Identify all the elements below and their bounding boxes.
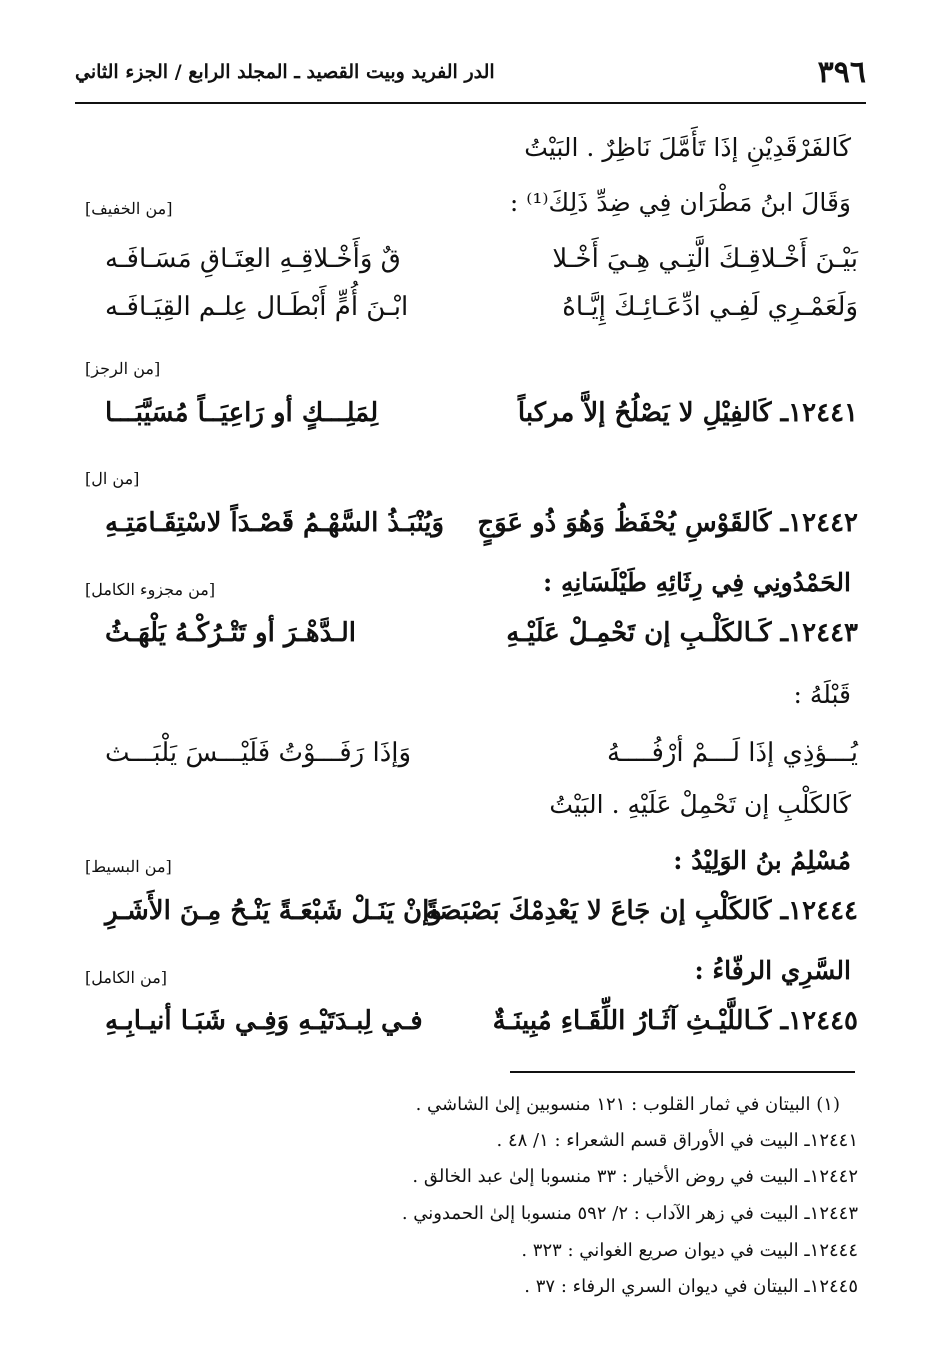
page-header: [75, 55, 866, 95]
verse-line: [105, 738, 858, 782]
verse-line: [105, 896, 858, 940]
first-hemistich: ١٢٤٤٣ـ كَـالكَلْـبِ إن تَحْمِـلْ عَلَيْـهِ: [506, 618, 858, 648]
verse-line: [105, 618, 858, 662]
first-hemistich: ١٢٤٤١ـ كَالفِيْلِ لا يَصْلُحُ إلاَّ مركباً: [517, 398, 858, 428]
second-hemistich: ابْـنَ أُمٍّ أَبْطَـال عِلـم القِيَـافَـه: [105, 292, 409, 322]
footnote: ١٢٤٤٤ـ البيت في ديوان صريع الغواني : ٣٢٣ .: [521, 1240, 858, 1261]
verse-line: [105, 1006, 858, 1050]
meter-label: [من الخفيف]: [85, 199, 173, 218]
page-number: ٣٩٦: [817, 55, 866, 90]
verse-line: [105, 508, 858, 552]
first-hemistich: ١٢٤٤٥ـ كَـاللَّيْـثِ آثَـارُ اللِّقَـاءِ مُبِينَـةٌ: [492, 1006, 858, 1036]
second-hemistich: وَإذَا رَفَـــوْتُ فَلَيْـــسَ يَلْبَـــث: [105, 738, 412, 768]
verse-line: [105, 398, 858, 442]
second-hemistich: الـدَّهْـرَ أو تَتْـرُكْـهُ يَلْهَـثُ: [105, 618, 356, 648]
verse-line: [105, 244, 858, 288]
verse-line: [105, 292, 858, 336]
text-line: كَالفَرْقَدِيْنِ إذَا تَأَمَّلَ نَاظِرٌ . البَيْتُ: [524, 133, 851, 162]
meter-label: [من ال]: [85, 469, 140, 488]
meter-label: [من الكامل]: [85, 968, 168, 987]
first-hemistich: ١٢٤٤٤ـ كَالكَلْبِ إن جَاعَ لا يَعْدِمْكَ بَصْبَصَةً: [425, 896, 858, 926]
first-hemistich: بَيْـنَ أَخْـلاقِـكَ الَّتِـي هِـيَ أَخْـلا: [552, 244, 858, 274]
second-hemistich: وَيُنْبَـذُ السَّهْـمُ قَصْـدَاً لاسْتِقَـامَتِـهِ: [105, 508, 445, 538]
text-line: الحَمْدُونِي فِي رِثَائِهِ طَيْلَسَانِهِ :: [543, 568, 851, 597]
text-line: وَقَالَ ابنُ مَطْرَان فِي ضِدِّ ذَلِكَ⁽¹⁾ :: [509, 188, 851, 217]
second-hemistich: قٌ وَأَخْـلاقِـهِ العِتَـاقِ مَسَـافَـه: [105, 244, 401, 274]
second-hemistich: لِمَلِـــكٍ أو رَاعِيَــاً مُسَيَّبَـــا: [105, 398, 379, 428]
second-hemistich: وإنْ يَنَـلْ شَبْعَـةً يَنْـحُ مِـنَ الأَشَـرِ: [105, 896, 442, 926]
footnote: ١٢٤٤٢ـ البيت في روض الأخيار : ٣٣ منسوبا إلىٰ عبد الخالق .: [412, 1166, 858, 1187]
footnote: (١) البيتان في ثمار القلوب : ١٢١ منسوبين إلىٰ الشاشي .: [415, 1094, 840, 1115]
running-title: الدر الفريد وبيت القصيد ـ المجلد الرابع / الجزء الثاني: [75, 61, 495, 83]
text-line: كَالكَلْبِ إن تَحْمِلْ عَلَيْهِ . البَيْتُ: [549, 790, 851, 819]
second-hemistich: فـي لِبـدَتَيْـهِ وَفِـي شَبَـا أنيـابِـهِ: [105, 1006, 423, 1036]
first-hemistich: ١٢٤٤٢ـ كَالقَوْسِ يُحْفَظُ وَهُوَ ذُو عَوَجٍ: [477, 508, 858, 538]
text-line: السَّرِي الرفّاءُ :: [694, 956, 851, 985]
footnote: ١٢٤٤١ـ البيت في الأوراق قسم الشعراء : ١/ ٤٨ .: [496, 1130, 858, 1151]
footnote: ١٢٤٤٣ـ البيت في زهر الآداب : ٢/ ٥٩٢ منسوبا إلىٰ الحمدوني .: [401, 1203, 858, 1224]
text-line: قَبْلَهُ :: [793, 680, 851, 709]
header-divider: [75, 102, 866, 104]
first-hemistich: وَلَعَمْـرِي لَفِـي ادِّعَـائِـكَ إِيَّـاهُ: [562, 292, 858, 322]
footnote: ١٢٤٤٥ـ البيتان في ديوان السري الرفاء : ٣٧ .: [524, 1276, 858, 1297]
first-hemistich: يُـــؤذِي إذَا لَـــمْ أرْفُــــهُ: [607, 738, 858, 768]
text-line: مُسْلِمُ بنُ الوَلِيْدُ :: [673, 846, 851, 875]
meter-label: [من البسيط]: [85, 857, 172, 876]
meter-label: [من الرجز]: [85, 359, 161, 378]
meter-label: [من مجزوء الكامل]: [85, 580, 216, 599]
footnote-divider: [510, 1071, 855, 1073]
